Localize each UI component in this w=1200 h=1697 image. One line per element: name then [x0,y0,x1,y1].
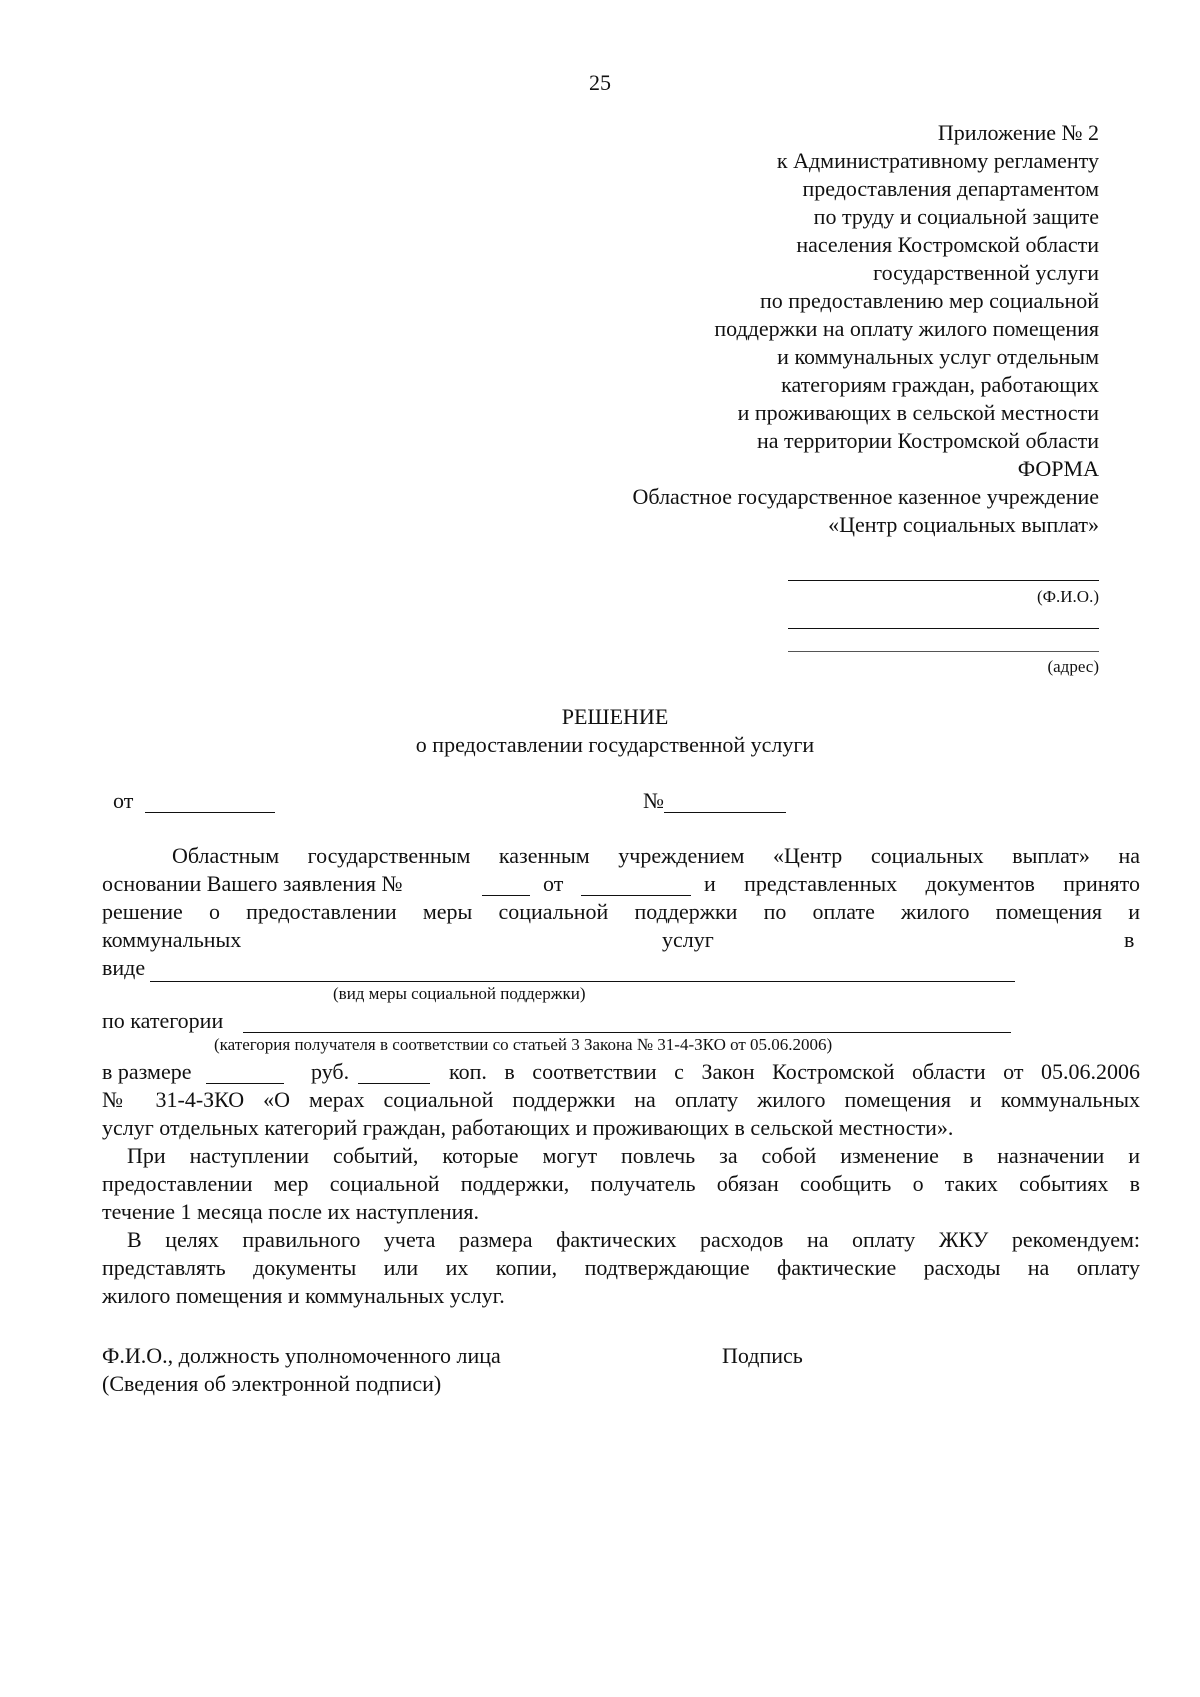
date-field [145,812,275,813]
law-line-3: услуг отдельных категорий граждан, работающих и проживающих в сельской местности». [102,1115,954,1140]
p1-line2-c: и представленных документов принято [704,871,1140,896]
signature-label: Подпись [722,1343,803,1368]
application-number-field [482,895,530,896]
header-line: по труду и социальной защите [813,204,1099,229]
number-label: № [643,788,664,813]
p1-line5: виде [102,955,146,980]
header-line: и коммунальных услуг отдельным [777,344,1099,369]
page-number: 25 [589,70,611,95]
header-line: населения Костромской области [796,232,1099,257]
header-line: предоставления департаментом [802,176,1099,201]
header-line: Приложение № 2 [937,120,1099,145]
header-line: на территории Костромской области [757,428,1099,453]
kopecks-field [358,1083,430,1084]
paragraph-2-line-3: течение 1 месяца после их наступления. [102,1199,480,1224]
p1-line4-a: коммунальных [102,927,242,952]
category-field [243,1032,1011,1033]
paragraph-1-line-3: решение о предоставлении меры социальной поддержки по оплате жилого помещения и [102,899,1140,924]
official-fio-position: Ф.И.О., должность уполномоченного лица [102,1343,501,1368]
institution-name: Областное государственное казенное учреждение [632,484,1099,509]
support-kind-caption: (вид меры социальной поддержки) [333,984,586,1003]
address-line [788,628,1099,629]
header-line: и проживающих в сельской местности [737,400,1099,425]
header-line: поддержки на оплату жилого помещения [714,316,1099,341]
paragraph-3-line-1: В целях правильного учета размера фактических расходов на оплату ЖКУ рекомендуем: [127,1227,1140,1252]
address-caption: (адрес) [1047,657,1099,676]
support-kind-field [150,981,1015,982]
p1-line2-a: основании Вашего заявления № [102,871,403,896]
paragraph-3-line-3: жилого помещения и коммунальных услуг. [102,1283,505,1308]
paragraph-1-line-1: Областным государственным казенным учреждением «Центр социальных выплат» на [172,843,1140,868]
application-date-field [581,895,691,896]
date-label: от [113,788,134,813]
header-line: категориям граждан, работающих [781,372,1099,397]
document-subtitle: о предоставлении государственной услуги [415,732,815,757]
fio-caption: (Ф.И.О.) [1036,587,1099,606]
amount-law-text: коп. в соответствии с Закон Костромской области от 05.06.2006 [449,1059,1140,1084]
header-line: по предоставлению мер социальной [759,288,1099,313]
paragraph-2-line-1: При наступлении событий, которые могут повлечь за собой изменение в назначении и [127,1143,1140,1168]
category-caption: (категория получателя в соответствии со статьей 3 Закона № 31-4-ЗКО от 05.06.2006) [214,1035,833,1054]
document-title: РЕШЕНИЕ [561,704,669,729]
number-field [664,812,786,813]
paragraph-2-line-2: предоставлении мер социальной поддержки, получатель обязан сообщить о таких событиях в [102,1171,1140,1196]
rubles-label: руб. [311,1059,350,1084]
fio-line [788,580,1099,581]
p1-line4-c: в [1124,927,1135,952]
category-label: по категории [102,1008,224,1033]
paragraph-3-line-2: представлять документы или их копии, подтверждающие фактические расходы на оплату [102,1255,1140,1280]
header-line: государственной услуги [873,260,1099,285]
e-signature-info: (Сведения об электронной подписи) [102,1371,442,1396]
institution-name-quoted: «Центр социальных выплат» [828,512,1099,537]
rubles-field [206,1083,284,1084]
law-line-2: № 31-4-ЗКО «О мерах социальной поддержки на оплату жилого помещения и коммунальных [102,1087,1140,1112]
address-line-2 [788,651,1099,652]
form-label: ФОРМА [1017,456,1099,481]
amount-label: в размере [102,1059,192,1084]
p1-line2-b: от [543,871,564,896]
header-line: к Административному регламенту [776,148,1099,173]
p1-line4-b: услуг [662,927,714,952]
